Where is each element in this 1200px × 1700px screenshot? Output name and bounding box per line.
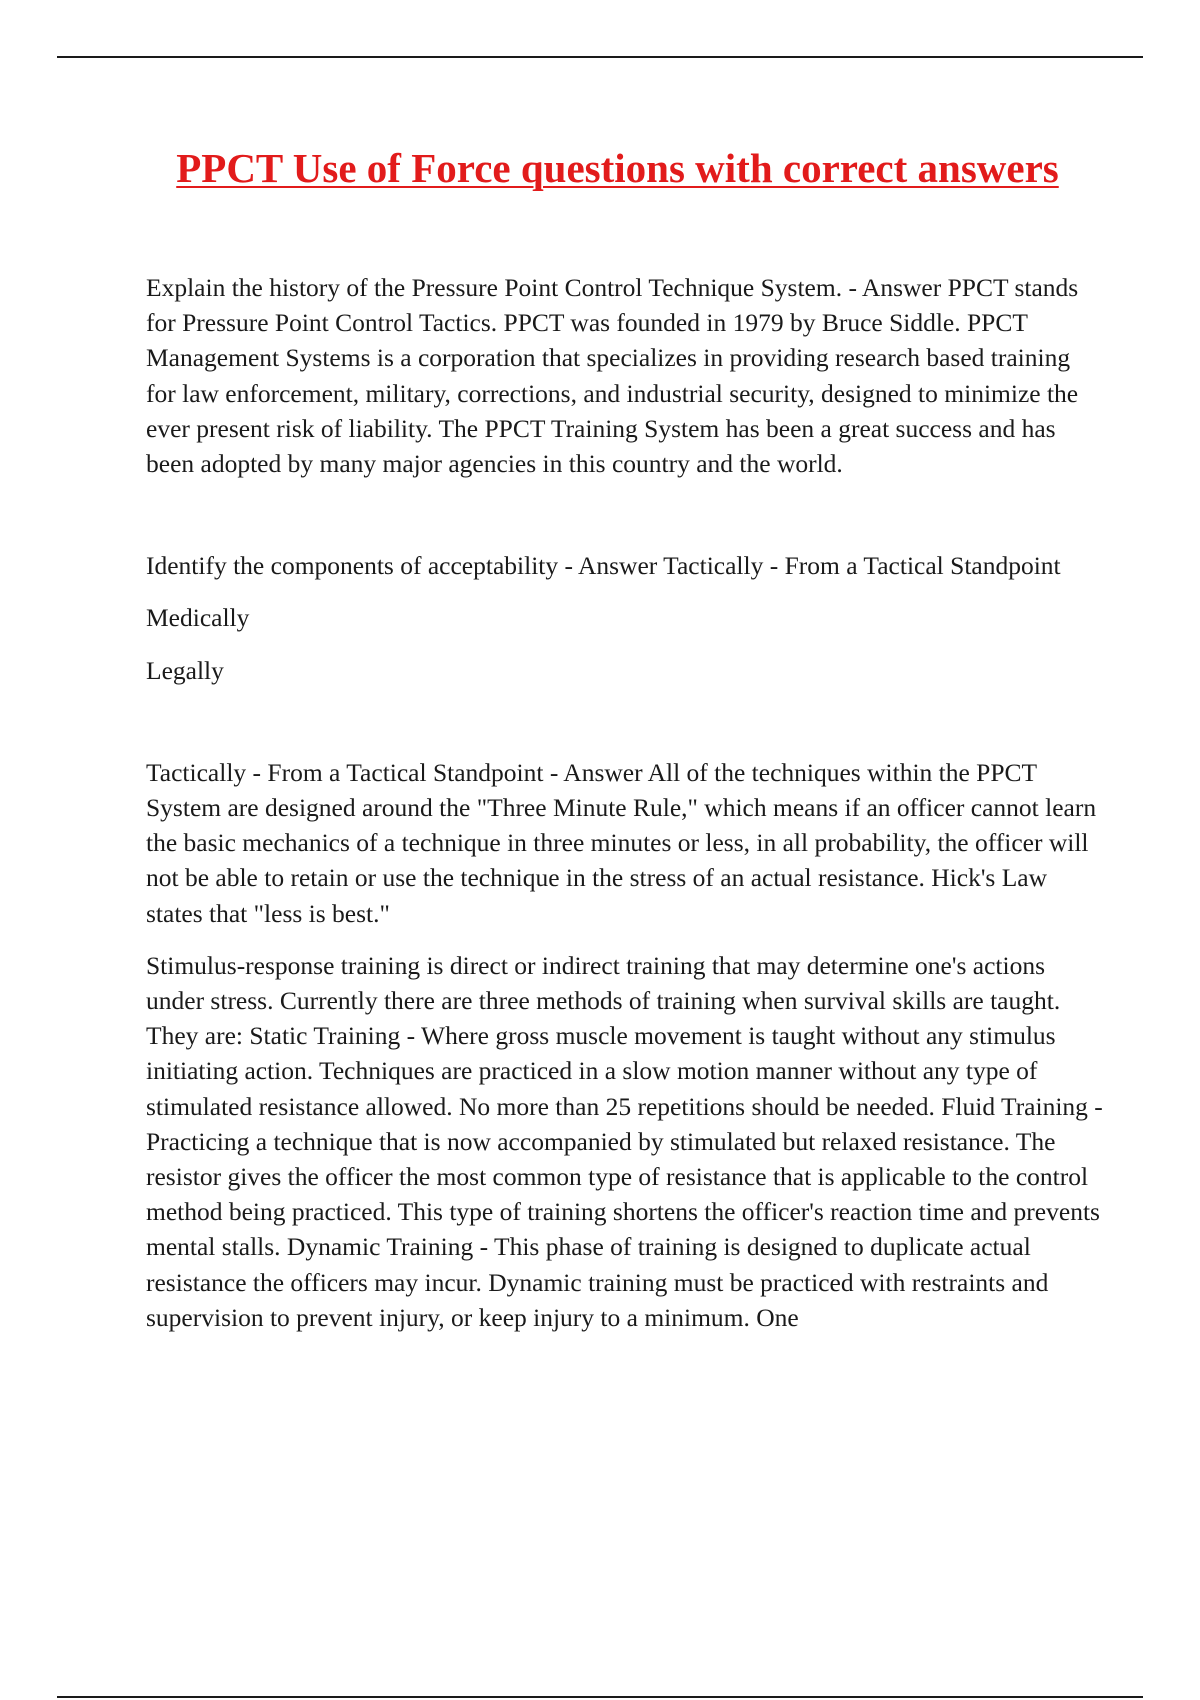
acceptability-question-paragraph: Identify the components of acceptability - Answer Tactically - From a Tactical Standpoint xyxy=(146,551,1061,581)
document-body xyxy=(146,270,1106,1352)
page-bottom-rule xyxy=(57,1696,1143,1698)
document-title: PPCT Use of Force questions with correct answers xyxy=(176,145,1059,191)
history-question-paragraph: Explain the history of the Pressure Point Control Technique System. - Answer PPCT stands for Pressure Point Control Tactics. PPCT was founded in 1979 by Bruce Siddle. PPCT Management Systems is a corporation that specializes in providing research based training for law enforcement, military, corrections, and industrial security, designed to minimize the ever present risk of liability. The PPCT Training System has been a great success and has been adopted by many major agencies in this country and the world. xyxy=(146,273,1079,479)
acceptability-medically-item: Medically xyxy=(146,603,250,633)
page-top-rule xyxy=(57,56,1143,58)
stimulus-response-paragraph: Stimulus-response training is direct or indirect training that may determine one's actions under stress. Currently there are three methods of training when survival skills are taught. They are: Static Training - Where gross muscle movement is taught without any stimulus initiating action. Techniques are practiced in a slow motion manner without any type of stimulated resistance allowed. No more than 25 repetitions should be needed. Fluid Training - Practicing a technique that is now accompanied by stimulated but relaxed resistance. The resistor gives the officer the most common type of resistance that is applicable to the control method being practiced. This type of training shortens the officer's reaction time and prevents mental stalls. Dynamic Training - This phase of training is designed to duplicate actual resistance the officers may incur. Dynamic training must be practiced with restraints and supervision to prevent injury, or keep injury to a minimum. One xyxy=(146,950,1103,1332)
tactical-standpoint-paragraph: Tactically - From a Tactical Standpoint - Answer All of the techniques within the PPCT System are designed around the "Three Minute Rule," which means if an officer cannot learn the basic mechanics of a technique in three minutes or less, in all probability, the officer will not be able to retain or use the technique in the stress of an actual resistance. Hick's Law states that "less is best." xyxy=(146,757,1097,928)
acceptability-legally-item: Legally xyxy=(146,655,224,685)
